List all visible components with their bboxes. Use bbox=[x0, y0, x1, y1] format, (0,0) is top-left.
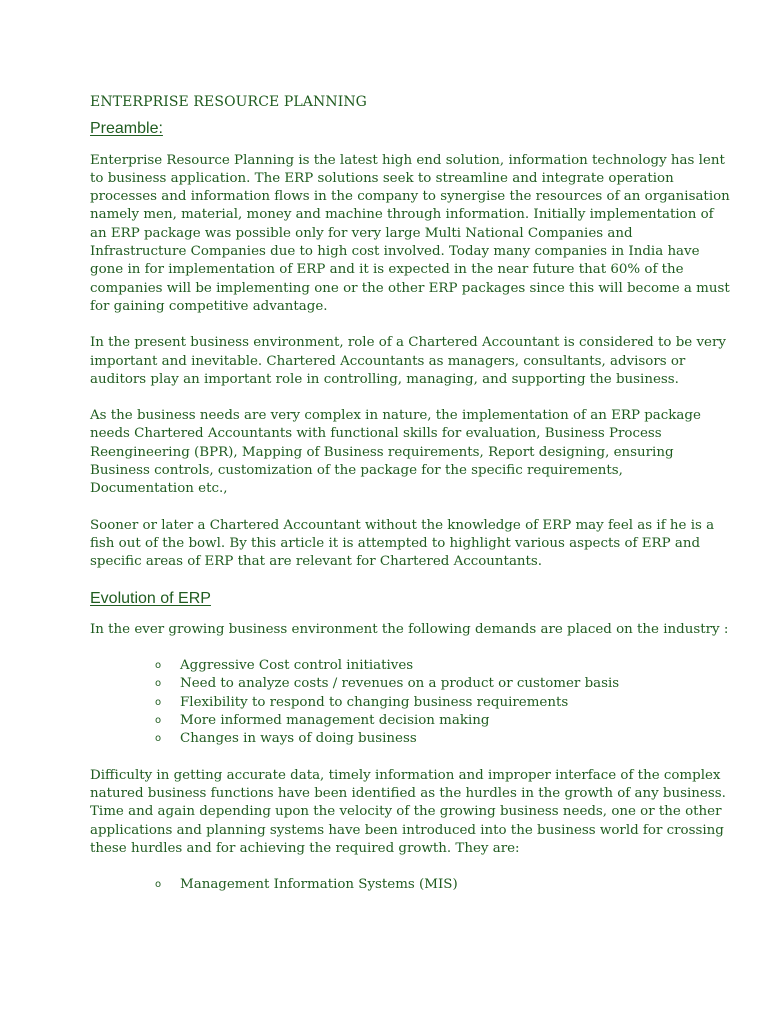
list-item: o Need to analyze costs / revenues on a product or customer basis bbox=[155, 675, 730, 693]
list-item: o Changes in ways of doing business bbox=[155, 730, 730, 748]
section-heading-evolution: Evolution of ERP bbox=[90, 589, 211, 607]
list-item: o More informed management decision making bbox=[155, 712, 730, 730]
bullet-circle-icon: o bbox=[155, 678, 162, 690]
systems-list bbox=[90, 876, 730, 894]
bullet-circle-icon: o bbox=[155, 660, 162, 672]
bullet-circle-icon: o bbox=[155, 879, 162, 891]
evolution-intro-paragraph: In the ever growing business environment the following demands are placed on the industry : bbox=[90, 621, 729, 637]
preamble-paragraph-3: As the business needs are very complex in nature, the implementation of an ERP package needs Chartered Accountants with functional skills for evaluation, Business Process Reengineering (BPR), Mapping of Business requirements, Report designing, ensuring Business controls, customization of the package for the specific requirements, Documentation etc., bbox=[90, 408, 701, 497]
list-item: o Management Information Systems (MIS) bbox=[155, 876, 730, 894]
bullet-circle-icon: o bbox=[155, 715, 162, 727]
preamble-paragraph-1: Enterprise Resource Planning is the latest high end solution, information technology has lent to business application. The ERP solutions seek to streamline and integrate operation processes and information flows in the company to synergise the resources of an organisation namely men, material, money and machine through information. Initially implementation of an ERP package was possible only for very large Multi National Companies and Infrastructure Companies due to high cost involved. Today many companies in India have gone in for implementation of ERP and it is expected in the near future that 60% of the companies will be implementing one or the other ERP packages since this will become a must for gaining competitive advantage. bbox=[90, 152, 730, 314]
document-title: ENTERPRISE RESOURCE PLANNING bbox=[90, 94, 367, 110]
document-page bbox=[90, 93, 730, 912]
preamble-paragraph-4: Sooner or later a Chartered Accountant without the knowledge of ERP may feel as if he is a fish out of the bowl. By this article it is attempted to highlight various aspects of ERP and specific areas of ERP that are relevant for Chartered Accountants. bbox=[90, 517, 715, 570]
demands-list bbox=[90, 657, 730, 748]
preamble-paragraph-2: In the present business environment, role of a Chartered Accountant is considered to be very important and inevitable. Chartered Accountants as managers, consultants, advisors or auditors play an important role in controlling, managing, and supporting the business. bbox=[90, 335, 726, 387]
section-heading-preamble: Preamble: bbox=[90, 120, 163, 138]
hurdles-paragraph: Difficulty in getting accurate data, timely information and improper interface of the complex natured business functions have been identified as the hurdles in the growth of any business. Time and again depending upon the velocity of the growing business needs, one or the other applications and planning systems have been introduced into the business world for crossing these hurdles and for achieving the required growth. They are: bbox=[90, 767, 726, 856]
list-item: o Aggressive Cost control initiatives bbox=[155, 657, 730, 675]
list-item: o Flexibility to respond to changing business requirements bbox=[155, 694, 730, 712]
bullet-circle-icon: o bbox=[155, 696, 162, 708]
bullet-circle-icon: o bbox=[155, 733, 162, 745]
